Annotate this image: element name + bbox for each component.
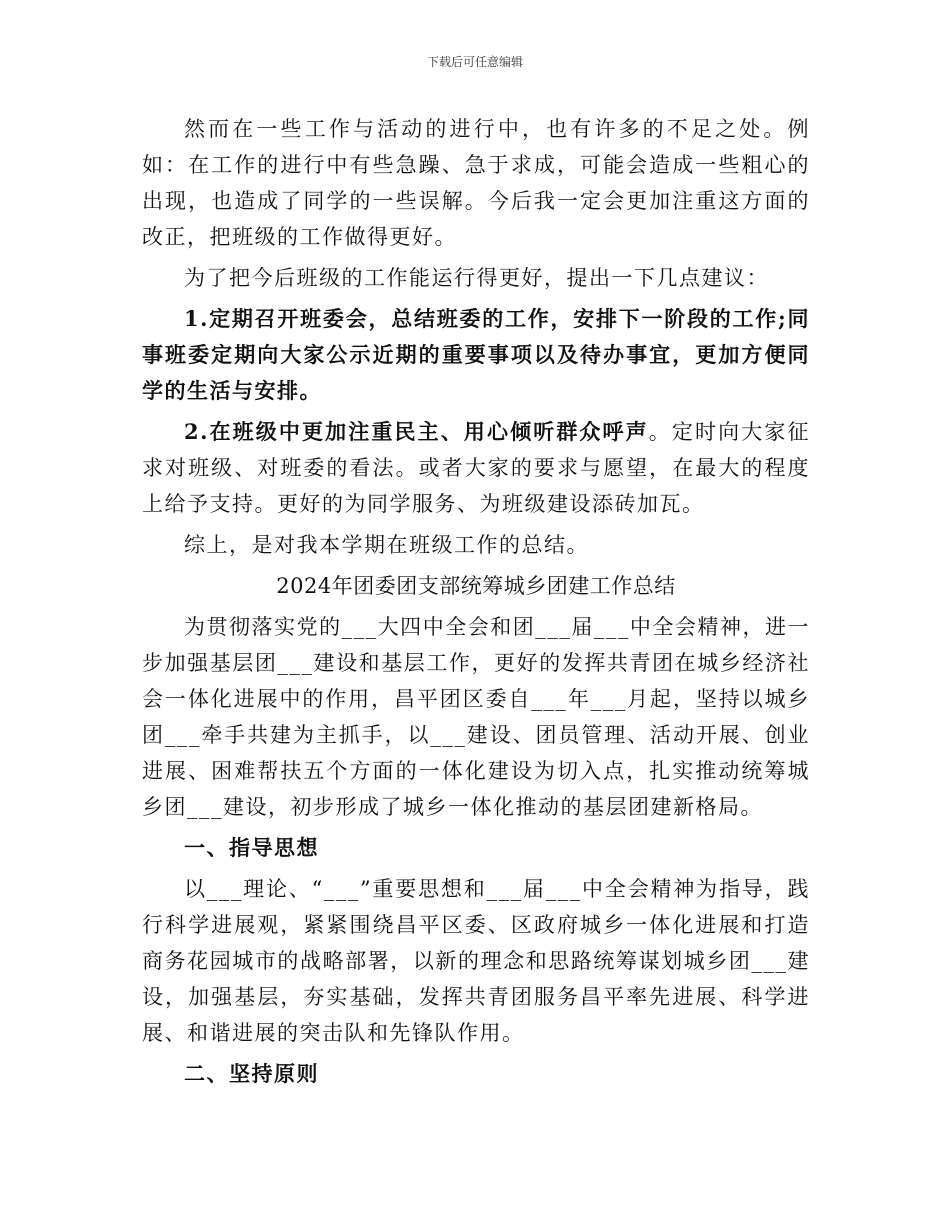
suggestion-item-2 bbox=[142, 414, 810, 522]
paragraph-shortcomings: 然而在一些工作与活动的进行中，也有许多的不足之处。例如：在工作的进行中有些急躁、急于求成，可能会造成一些粗心的出现，也造成了同学的一些误解。今后我一定会更加注重这方面的改正，把班级的工作做得更好。 bbox=[142, 117, 810, 249]
paragraph-guiding-ideology: 以___理论、“___”重要思想和___届___中全会精神为指导，践行科学进展观，紧紧围绕昌平区委、区政府城乡一体化进展和打造商务花园城市的战略部署，以新的理念和思路统筹谋划城乡团___建设，加强基层，夯实基础，发挥共青团服务昌平率先进展、科学进展、和谐进展的突击队和先锋队作用。 bbox=[142, 877, 810, 1045]
section-title: 2024年团委团支部统筹城乡团建工作总结 bbox=[276, 574, 676, 598]
page-header: 下载后可任意编辑 bbox=[426, 55, 523, 69]
heading-principles: 二、坚持原则 bbox=[184, 1061, 319, 1086]
document-body bbox=[142, 111, 810, 1097]
suggestion-item-2-rest: 。定时向大家征求对班级、对班委的看法。或者大家的要求与愿望，在最大的程度上给予支持。更好的为同学服务、为班级建设添砖加瓦。 bbox=[142, 420, 811, 516]
paragraph-suggestions-intro: 为了把今后班级的工作能运行得更好，提出一下几点建议： bbox=[184, 266, 769, 290]
heading-guiding-ideology: 一、指导思想 bbox=[184, 835, 319, 860]
paragraph-summary: 综上，是对我本学期在班级工作的总结。 bbox=[184, 533, 589, 557]
suggestion-item-2-lead: 2.在班级中更加注重民主、用心倾听群众呼声 bbox=[184, 419, 649, 444]
paragraph-intro: 为贯彻落实党的___大四中全会和团___届___中全会精神，进一步加强基层团___建设和基层工作，更好的发挥共青团在城乡经济社会一体化进展中的作用，昌平团区委自___年___月起，坚持以城乡团___牵手共建为主抓手，以___建设、团员管理、活动开展、创业进展、困难帮扶五个方面的一体化建设为切入点，扎实推动统筹城乡团___建设，初步形成了城乡一体化推动的基层团建新格局。 bbox=[142, 615, 810, 819]
suggestion-item-1: 1.定期召开班委会，总结班委的工作，安排下一阶段的工作;同事班委定期向大家公示近期的重要事项以及待办事宜，更加方便同学的生活与安排。 bbox=[142, 306, 810, 403]
